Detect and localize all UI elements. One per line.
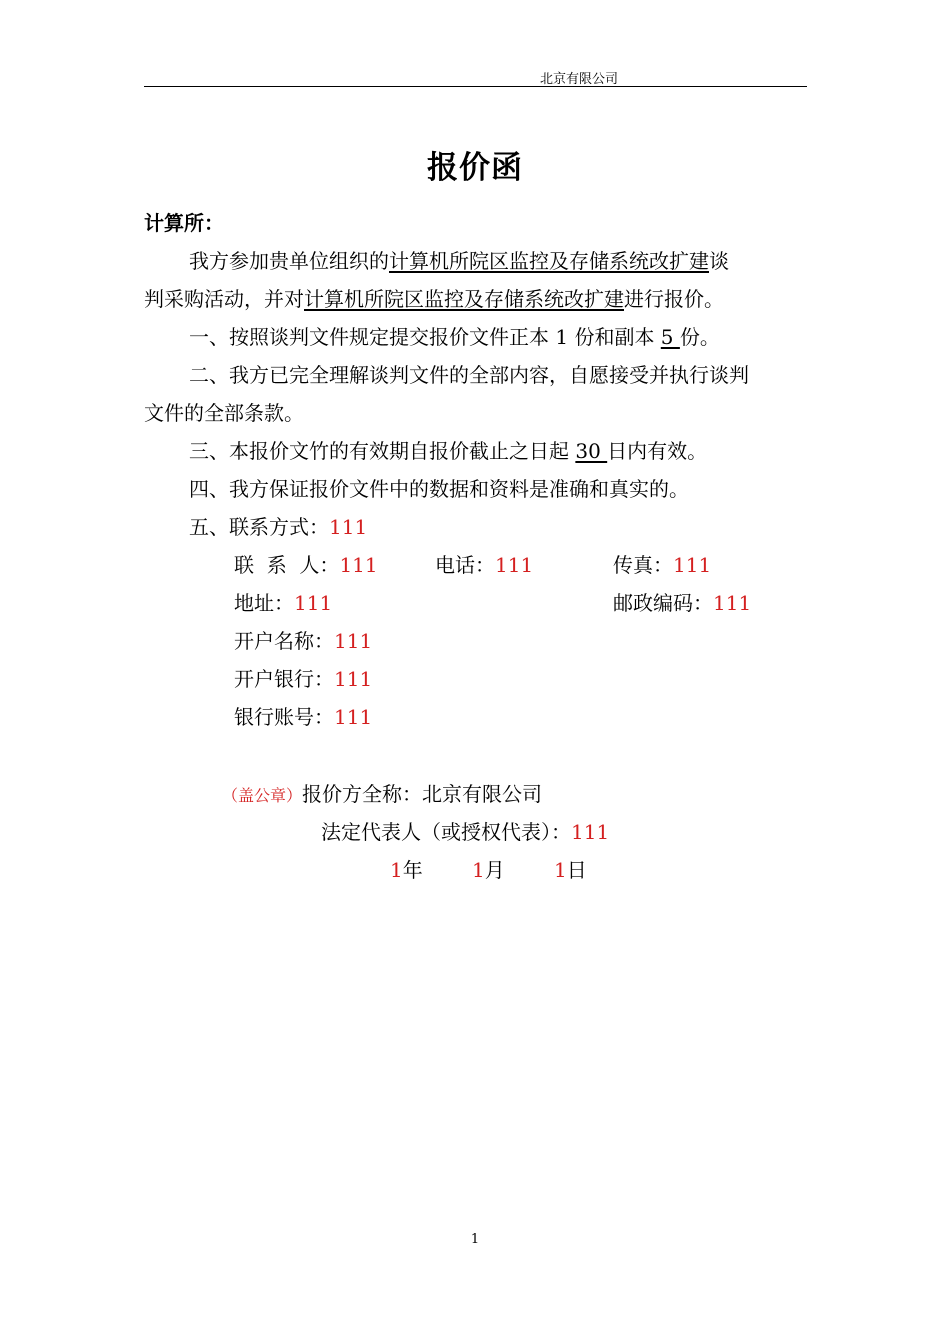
page-number: 1 (470, 1232, 480, 1247)
header-rule (144, 86, 807, 87)
item-3-days: 30 (575, 439, 608, 463)
intro-text-4: 进行报价。 (624, 287, 724, 311)
item-5 (189, 514, 367, 540)
postcode-label: 邮政编码： (613, 591, 713, 615)
phone-value: 111 (495, 553, 534, 577)
item-1 (189, 324, 720, 350)
item-1-text-b: 份。 (679, 325, 720, 349)
intro-line-1 (189, 248, 729, 274)
account-name-value: 111 (334, 629, 373, 653)
item-3-text-a: 三、本报价文竹的有效期自报价截止之日起 (189, 439, 576, 463)
month-value: 1 (472, 858, 485, 882)
item-2-line-1: 二、我方已完全理解谈判文件的全部内容，自愿接受并执行谈判 (189, 363, 749, 387)
account-number-value: 111 (334, 705, 373, 729)
account-name-label: 开户名称： (234, 629, 334, 653)
date-day (554, 857, 587, 883)
item-1-text-a: 一、按照谈判文件规定提交报价文件正本 1 份和副本 (189, 325, 661, 349)
contact-person-label: 联 系 人： (234, 553, 340, 577)
fax-value: 111 (673, 553, 712, 577)
item-1-copy-count: 5 (660, 325, 680, 349)
account-number-label: 银行账号： (234, 705, 334, 729)
phone (435, 552, 533, 578)
year-value: 1 (390, 858, 403, 882)
item-3-text-b: 日内有效。 (607, 439, 708, 463)
phone-label: 电话： (435, 553, 495, 577)
contact-method-label: 五、联系方式： (189, 515, 329, 539)
intro-text-2: 谈 (709, 249, 729, 273)
year-label: 年 (402, 858, 423, 882)
contact-method-value: 111 (329, 515, 368, 539)
bidder-line (222, 781, 542, 809)
intro-line-2 (144, 286, 724, 312)
contact-person-value: 111 (339, 553, 378, 577)
seal-note: （盖公章） (222, 786, 303, 805)
bidder-full-name: 报价方全称：北京有限公司 (302, 782, 543, 806)
fax (613, 552, 711, 578)
header-company: 北京有限公司 (540, 72, 619, 87)
postcode-value: 111 (713, 591, 752, 615)
month-label: 月 (484, 858, 505, 882)
date-year (390, 857, 423, 883)
day-label: 日 (566, 858, 587, 882)
item-3 (189, 438, 707, 464)
legal-rep-label: 法定代表人（或授权代表）： (321, 820, 571, 844)
date-month (472, 857, 505, 883)
bank-label: 开户银行： (234, 667, 334, 691)
account-name (234, 628, 372, 654)
account-number (234, 704, 372, 730)
bank (234, 666, 372, 692)
legal-representative (321, 819, 609, 845)
address (234, 590, 332, 616)
intro-text-1: 我方参加贵单位组织的 (189, 249, 389, 273)
address-value: 111 (294, 591, 333, 615)
project-name-1: 计算机所院区监控及存储系统改扩建 (389, 249, 709, 273)
postcode (613, 590, 751, 616)
project-name-2: 计算机所院区监控及存储系统改扩建 (304, 287, 624, 311)
address-label: 地址： (234, 591, 294, 615)
item-2-line-2: 文件的全部条款。 (144, 401, 304, 425)
fax-label: 传真： (613, 553, 673, 577)
intro-text-3: 判采购活动，并对 (144, 287, 304, 311)
item-4: 四、我方保证报价文件中的数据和资料是准确和真实的。 (189, 477, 689, 501)
legal-rep-value: 111 (571, 820, 610, 844)
page-title: 报价函 (427, 150, 523, 186)
addressee: 计算所： (144, 211, 224, 235)
bank-value: 111 (334, 667, 373, 691)
day-value: 1 (554, 858, 567, 882)
contact-person (234, 552, 378, 578)
